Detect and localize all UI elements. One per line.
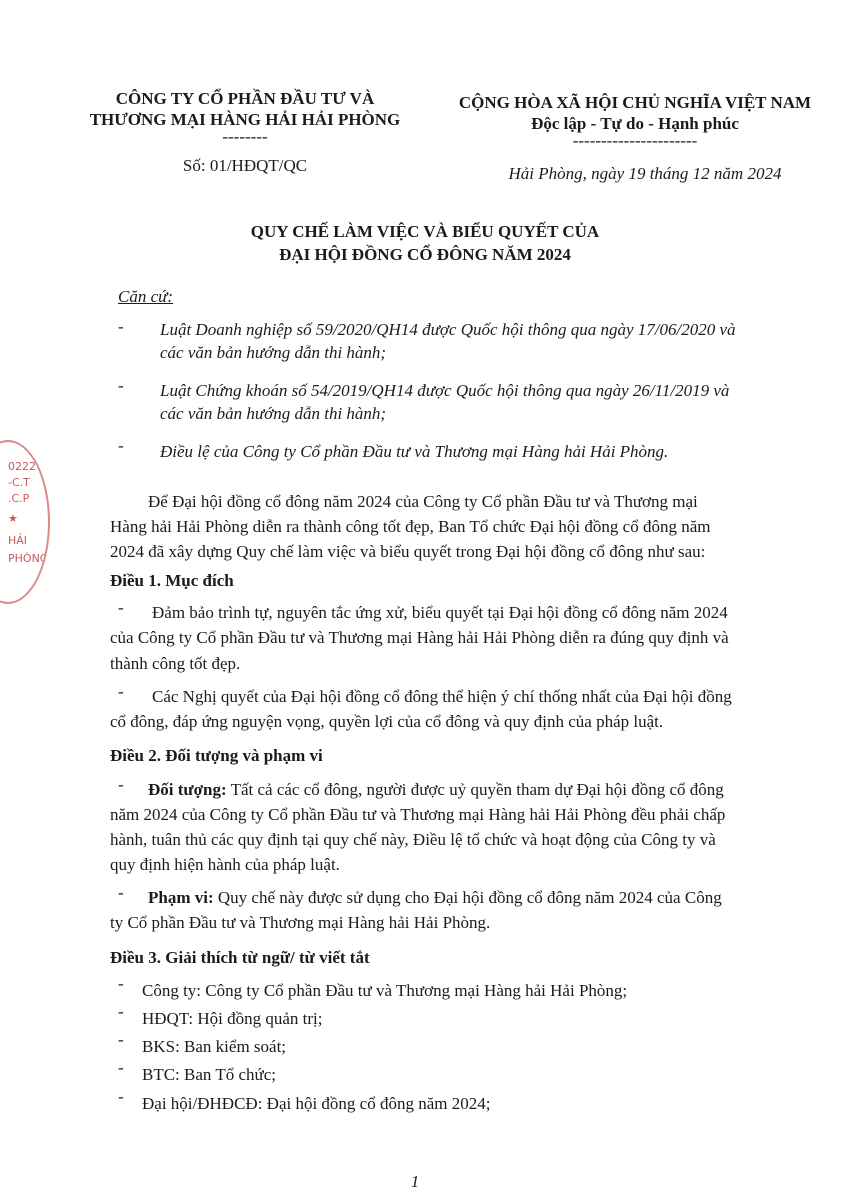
abbreviation-item: BTC: Ban Tổ chức;: [142, 1065, 277, 1084]
company-name-block: [80, 88, 410, 144]
bullet-dash: -: [118, 682, 124, 701]
bullet-dash: -: [118, 1002, 124, 1021]
article-1-p1-line3: thành công tốt đẹp.: [110, 654, 241, 673]
company-name-line1: CÔNG TY CỔ PHẦN ĐẦU TƯ VÀ: [115, 89, 375, 108]
seal-text: ★: [8, 512, 18, 525]
basis-heading: Căn cứ:: [118, 287, 174, 306]
article-2-p1-line2: năm 2024 của Công ty Cổ phần Đầu tư và Thương mại Hàng hải Hải Phòng đều phải chấp: [110, 805, 726, 824]
bullet-dash: -: [118, 1030, 124, 1049]
nation-name: CỘNG HÒA XÃ HỘI CHỦ NGHĨA VIỆT NAM: [458, 93, 812, 112]
document-number: Số: 01/HĐQT/QC: [182, 156, 308, 175]
article-2-p2-line1: [148, 887, 722, 909]
basis-item-3: Điều lệ của Công ty Cổ phần Đầu tư và Thương mại Hàng hải Hải Phòng.: [160, 442, 669, 461]
article-2-p1-line3: hành, tuân thủ các quy định tại quy chế này, Điều lệ tổ chức và hoạt động của Công ty và: [110, 830, 716, 849]
seal-text: .C.P: [8, 492, 30, 505]
basis-item-2-line1: Luật Chứng khoán số 54/2019/QH14 được Quốc hội thông qua ngày 26/11/2019 và: [160, 381, 730, 400]
intro-line3: 2024 đã xây dựng Quy chế làm việc và biểu quyết trong Đại hội đồng cổ đông như sau:: [110, 542, 706, 561]
bullet-dash: -: [118, 1087, 124, 1106]
article-2-p2-label: Phạm vi:: [148, 888, 214, 907]
seal-text: 0222: [8, 460, 36, 473]
abbreviation-item: Đại hội/ĐHĐCĐ: Đại hội đồng cổ đông năm 2024;: [142, 1094, 491, 1113]
basis-item-1-line2: các văn bản hướng dẫn thi hành;: [160, 343, 387, 362]
basis-item-2-line2: các văn bản hướng dẫn thi hành;: [160, 404, 387, 423]
seal-text: -C.T: [8, 476, 30, 489]
article-2-p1-line1: [148, 779, 724, 801]
article-1-p2-line2: cổ đông, đáp ứng nguyện vọng, quyền lợi của cổ đông và quy định của pháp luật.: [110, 712, 664, 731]
bullet-dash: -: [118, 883, 124, 902]
title-line2: ĐẠI HỘI ĐỒNG CỔ ĐÔNG NĂM 2024: [279, 245, 571, 264]
article-2-p2-text: Quy chế này được sử dụng cho Đại hội đồng cổ đông năm 2024 của Công: [213, 888, 722, 907]
article-2-p1-label: Đối tượng:: [148, 780, 227, 799]
article-1-p2-line1: Các Nghị quyết của Đại hội đồng cổ đông thể hiện ý chí thống nhất của Đại hội đồng: [152, 687, 732, 706]
abbreviation-item: HĐQT: Hội đồng quản trị;: [142, 1009, 323, 1028]
bullet-dash: -: [118, 775, 124, 794]
article-1-p1-line1: Đảm bảo trình tự, nguyên tắc ứng xử, biểu quyết tại Đại hội đồng cổ đông năm 2024: [152, 603, 728, 622]
bullet-dash: -: [118, 598, 124, 617]
intro-line1: Để Đại hội đồng cổ đông năm 2024 của Công ty Cổ phần Đầu tư và Thương mại: [148, 492, 698, 511]
title-line1: QUY CHẾ LÀM VIỆC VÀ BIỂU QUYẾT CỦA: [250, 222, 600, 241]
basis-item-1-line1: Luật Doanh nghiệp số 59/2020/QH14 được Quốc hội thông qua ngày 17/06/2020 và: [160, 320, 736, 339]
article-2-p1-text: Tất cả các cổ đông, người được uỷ quyền tham dự Đại hội đồng cổ đông: [226, 780, 724, 799]
company-seal-fragment: [0, 440, 50, 604]
article-2-p1-line4: quy định hiện hành của pháp luật.: [110, 855, 340, 874]
national-motto: Độc lập - Tự do - Hạnh phúc: [531, 114, 739, 133]
article-1-heading: Điều 1. Mục đích: [110, 571, 234, 590]
abbreviation-item: Công ty: Công ty Cổ phần Đầu tư và Thương mại Hàng hải Hải Phòng;: [142, 981, 628, 1000]
company-rule: --------: [222, 127, 268, 146]
company-name-line2: THƯƠNG MẠI HÀNG HẢI HẢI PHÒNG: [89, 110, 401, 129]
article-1-p1-line2: của Công ty Cổ phần Đầu tư và Thương mại Hàng hải Hải Phòng diễn ra đúng quy định và: [110, 628, 729, 647]
article-3-heading: Điều 3. Giải thích từ ngữ/ từ viết tắt: [110, 948, 370, 967]
place-and-date: Hải Phòng, ngày 19 tháng 12 năm 2024: [508, 164, 782, 183]
seal-text: PHÒNG: [8, 552, 49, 565]
motto-rule: ----------------------: [572, 131, 698, 150]
bullet-dash: -: [118, 317, 124, 336]
document-title: [100, 220, 750, 266]
bullet-dash: -: [118, 376, 124, 395]
bullet-dash: -: [118, 436, 124, 455]
bullet-dash: -: [118, 974, 124, 993]
article-2-p2-line2: ty Cổ phần Đầu tư và Thương mại Hàng hải Hải Phòng.: [110, 913, 491, 932]
nation-block: [440, 92, 830, 148]
bullet-dash: -: [118, 1058, 124, 1077]
page-number: 1: [410, 1172, 420, 1191]
seal-text: HẢI: [8, 534, 28, 547]
abbreviation-item: BKS: Ban kiểm soát;: [142, 1037, 287, 1056]
intro-line2: Hàng hải Hải Phòng diễn ra thành công tốt đẹp, Ban Tổ chức Đại hội đồng cổ đông năm: [110, 517, 711, 536]
article-2-heading: Điều 2. Đối tượng và phạm vi: [110, 746, 323, 765]
